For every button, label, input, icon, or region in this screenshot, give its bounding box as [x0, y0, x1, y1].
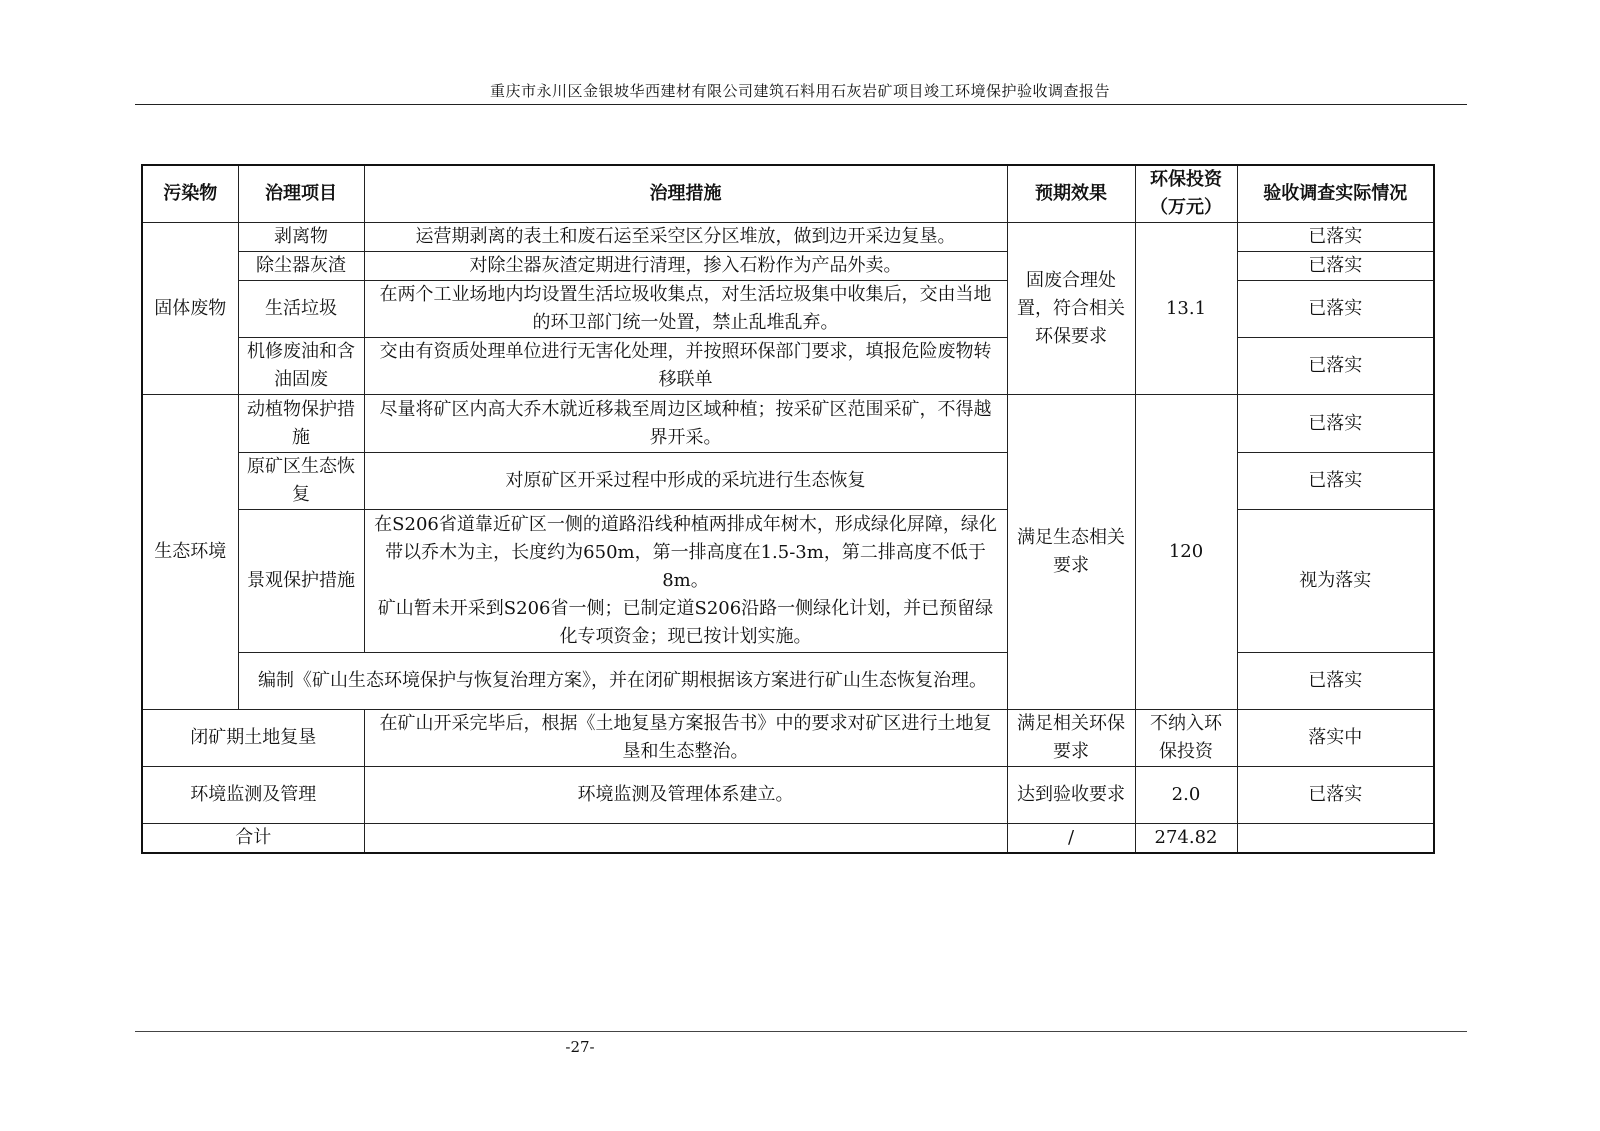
table-header-row — [142, 165, 1434, 223]
table-row — [142, 395, 1434, 453]
status-cell: 已落实 — [1237, 281, 1434, 338]
item-monitoring: 环境监测及管理 — [142, 767, 364, 824]
environmental-measures-table — [141, 164, 1435, 854]
footer-divider — [135, 1031, 1467, 1032]
total-row — [142, 824, 1434, 854]
measure-cell: 运营期剥离的表土和废石运至采空区分区堆放，做到边开采边复垦。 — [364, 223, 1007, 252]
investment-ecology: 120 — [1135, 395, 1237, 710]
measure-cell: 对除尘器灰渣定期进行清理，掺入石粉作为产品外卖。 — [364, 252, 1007, 281]
investment-cell: 不纳入环保投资 — [1135, 710, 1237, 767]
measure-paragraph: 在S206省道靠近矿区一侧的道路沿线种植两排成年树木，形成绿化屏障，绿化带以乔木为主，长度约为650m，第一排高度在1.5-3m，第二排高度不低于8m。 — [374, 514, 997, 591]
effect-solid-waste: 固废合理处置，符合相关环保要求 — [1007, 223, 1135, 395]
header-investment: 环保投资（万元） — [1135, 165, 1237, 223]
header-measure: 治理措施 — [364, 165, 1007, 223]
total-status — [1237, 824, 1434, 854]
total-label: 合计 — [142, 824, 364, 854]
status-cell: 已落实 — [1237, 653, 1434, 710]
table-row — [142, 252, 1434, 281]
investment-cell: 2.0 — [1135, 767, 1237, 824]
item-cell: 原矿区生态恢复 — [238, 453, 364, 510]
measure-cell: 交由有资质处理单位进行无害化处理，并按照环保部门要求，填报危险废物转移联单 — [364, 338, 1007, 395]
page-number: -27- — [565, 1038, 595, 1056]
table-row — [142, 510, 1434, 653]
status-cell: 已落实 — [1237, 395, 1434, 453]
item-cell: 生活垃圾 — [238, 281, 364, 338]
header-status: 验收调查实际情况 — [1237, 165, 1434, 223]
status-cell: 已落实 — [1237, 338, 1434, 395]
effect-ecology: 满足生态相关要求 — [1007, 395, 1135, 710]
investment-solid-waste: 13.1 — [1135, 223, 1237, 395]
status-cell: 已落实 — [1237, 453, 1434, 510]
item-cell: 景观保护措施 — [238, 510, 364, 653]
table-row — [142, 653, 1434, 710]
measure-paragraph: 矿山暂未开采到S206省一侧；已制定道S206沿路一侧绿化计划，并已预留绿化专项资金；现已按计划实施。 — [377, 598, 994, 647]
total-measure — [364, 824, 1007, 854]
item-closure: 闭矿期土地复垦 — [142, 710, 364, 767]
header-effect: 预期效果 — [1007, 165, 1135, 223]
status-cell: 已落实 — [1237, 223, 1434, 252]
measure-cell — [364, 510, 1007, 653]
measure-cell: 在两个工业场地内均设置生活垃圾收集点，对生活垃圾集中收集后，交由当地的环卫部门统一处置，禁止乱堆乱弃。 — [364, 281, 1007, 338]
item-cell: 动植物保护措施 — [238, 395, 364, 453]
measure-cell: 尽量将矿区内高大乔木就近移栽至周边区域种植；按采矿区范围采矿，不得越界开采。 — [364, 395, 1007, 453]
table-row — [142, 338, 1434, 395]
total-investment: 274.82 — [1135, 824, 1237, 854]
item-cell: 机修废油和含油固废 — [238, 338, 364, 395]
category-solid-waste: 固体废物 — [142, 223, 238, 395]
header-divider — [135, 104, 1467, 105]
category-ecology: 生态环境 — [142, 395, 238, 710]
report-title: 重庆市永川区金银坡华西建材有限公司建筑石料用石灰岩矿项目竣工环境保护验收调查报告 — [489, 82, 1110, 100]
table-row — [142, 453, 1434, 510]
status-cell: 已落实 — [1237, 767, 1434, 824]
effect-cell: 达到验收要求 — [1007, 767, 1135, 824]
table-row — [142, 710, 1434, 767]
table-row — [142, 767, 1434, 824]
table-row — [142, 223, 1434, 252]
item-cell: 除尘器灰渣 — [238, 252, 364, 281]
status-cell: 落实中 — [1237, 710, 1434, 767]
status-cell: 视为落实 — [1237, 510, 1434, 653]
effect-cell: 满足相关环保要求 — [1007, 710, 1135, 767]
total-effect: / — [1007, 824, 1135, 854]
status-cell: 已落实 — [1237, 252, 1434, 281]
measure-cell: 环境监测及管理体系建立。 — [364, 767, 1007, 824]
measure-cell: 编制《矿山生态环境保护与恢复治理方案》，并在闭矿期根据该方案进行矿山生态恢复治理。 — [238, 653, 1007, 710]
header-pollutant: 污染物 — [142, 165, 238, 223]
header-item: 治理项目 — [238, 165, 364, 223]
table-row — [142, 281, 1434, 338]
item-cell: 剥离物 — [238, 223, 364, 252]
measure-cell: 在矿山开采完毕后，根据《土地复垦方案报告书》中的要求对矿区进行土地复垦和生态整治。 — [364, 710, 1007, 767]
measure-cell: 对原矿区开采过程中形成的采坑进行生态恢复 — [364, 453, 1007, 510]
